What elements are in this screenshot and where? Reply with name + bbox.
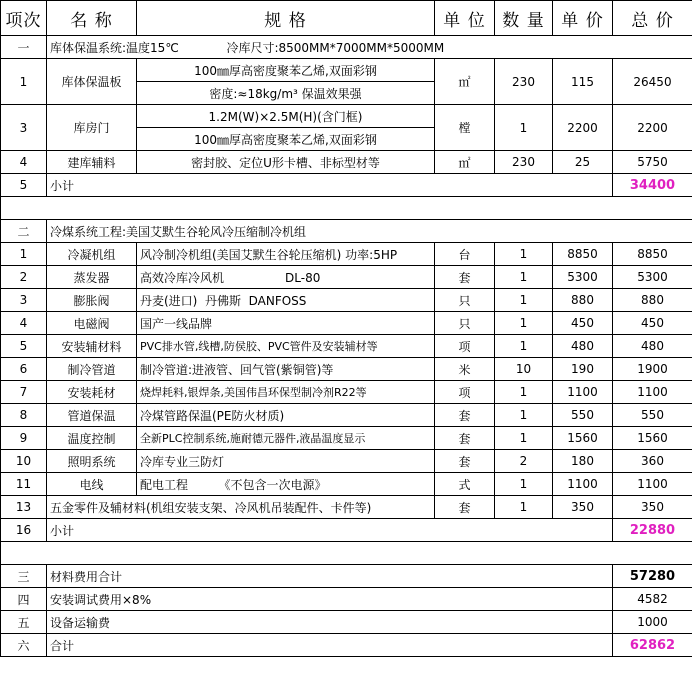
item-unit: 套 xyxy=(435,427,495,450)
item-price: 480 xyxy=(553,335,613,358)
subtotal-label: 小计 xyxy=(47,519,613,542)
summary-value: 1000 xyxy=(613,611,692,634)
item-name: 温度控制 xyxy=(47,427,137,450)
item-price: 880 xyxy=(553,289,613,312)
item-name: 蒸发器 xyxy=(47,266,137,289)
item-price: 1100 xyxy=(553,381,613,404)
row-no: 7 xyxy=(1,381,47,404)
item-price: 350 xyxy=(553,496,613,519)
summary-label: 安装调试费用×8% xyxy=(47,588,613,611)
item-name: 安装耗材 xyxy=(47,381,137,404)
table-row xyxy=(1,450,692,473)
row-no: 六 xyxy=(1,634,47,657)
item-total: 5300 xyxy=(613,266,692,289)
item-price: 2200 xyxy=(553,105,613,151)
item-qty: 230 xyxy=(495,151,553,174)
item-price: 115 xyxy=(553,59,613,105)
item-total: 26450 xyxy=(613,59,692,105)
table-row xyxy=(1,105,692,128)
subtotal-value: 34400 xyxy=(613,174,692,197)
item-unit: 项 xyxy=(435,381,495,404)
item-name: 建库辅料 xyxy=(47,151,137,174)
grand-total-value: 62862 xyxy=(613,634,692,657)
item-unit: 台 xyxy=(435,243,495,266)
item-total: 880 xyxy=(613,289,692,312)
row-no: 3 xyxy=(1,289,47,312)
row-no: 11 xyxy=(1,473,47,496)
item-unit: 只 xyxy=(435,289,495,312)
item-total: 1100 xyxy=(613,381,692,404)
item-spec: 冷库专业三防灯 xyxy=(137,450,435,473)
item-unit: 套 xyxy=(435,404,495,427)
item-qty: 1 xyxy=(495,496,553,519)
table-row xyxy=(1,59,692,82)
summary-row xyxy=(1,611,692,634)
row-no: 4 xyxy=(1,312,47,335)
item-unit: 米 xyxy=(435,358,495,381)
item-name: 安装辅材料 xyxy=(47,335,137,358)
row-no: 5 xyxy=(1,335,47,358)
item-spec: 国产一线品牌 xyxy=(137,312,435,335)
row-no: 16 xyxy=(1,519,47,542)
item-unit: 只 xyxy=(435,312,495,335)
row-no: 1 xyxy=(1,243,47,266)
item-price: 25 xyxy=(553,151,613,174)
subtotal-row xyxy=(1,519,692,542)
item-price: 450 xyxy=(553,312,613,335)
item-qty: 1 xyxy=(495,473,553,496)
item-qty: 1 xyxy=(495,266,553,289)
item-total: 1100 xyxy=(613,473,692,496)
item-qty: 1 xyxy=(495,404,553,427)
table-row xyxy=(1,312,692,335)
summary-value: 4582 xyxy=(613,588,692,611)
item-unit: ㎡ xyxy=(435,151,495,174)
table-row xyxy=(1,427,692,450)
section-title: 库体保温系统:温度15℃ xyxy=(50,40,179,55)
item-qty: 230 xyxy=(495,59,553,105)
table-row xyxy=(1,404,692,427)
item-qty: 2 xyxy=(495,450,553,473)
item-spec: 高效冷库冷风机 DL-80 xyxy=(137,266,435,289)
item-qty: 1 xyxy=(495,381,553,404)
header-item-no: 项次 xyxy=(1,1,47,36)
header-qty: 数 量 xyxy=(495,1,553,36)
row-no: 五 xyxy=(1,611,47,634)
subtotal-label: 小计 xyxy=(47,174,613,197)
blank-row xyxy=(1,197,692,220)
header-spec: 规 格 xyxy=(137,1,435,36)
table-row xyxy=(1,289,692,312)
header-row xyxy=(1,1,692,36)
table-row xyxy=(1,496,692,519)
item-total: 8850 xyxy=(613,243,692,266)
room-dimensions: 冷库尺寸:8500MM*7000MM*5000MM xyxy=(226,40,445,55)
header-name: 名 称 xyxy=(47,1,137,36)
item-spec: 全新PLC控制系统,施耐德元器件,液晶温度显示 xyxy=(137,427,435,450)
table-row xyxy=(1,243,692,266)
item-spec: 烧焊耗料,银焊条,美国伟昌环保型制冷剂R22等 xyxy=(137,381,435,404)
table-row xyxy=(1,266,692,289)
subtotal-value: 22880 xyxy=(613,519,692,542)
blank-cell xyxy=(1,542,692,565)
item-total: 350 xyxy=(613,496,692,519)
item-spec: 1.2M(W)×2.5M(H)(含门框) xyxy=(137,105,435,128)
row-no: 10 xyxy=(1,450,47,473)
table-row xyxy=(1,473,692,496)
summary-row xyxy=(1,565,692,588)
summary-label: 合计 xyxy=(47,634,613,657)
item-qty: 1 xyxy=(495,427,553,450)
item-name: 管道保温 xyxy=(47,404,137,427)
section-header-row xyxy=(1,220,692,243)
item-name: 制冷管道 xyxy=(47,358,137,381)
section-title: 冷煤系统工程:美国艾默生谷轮风冷压缩制冷机组 xyxy=(47,220,692,243)
item-qty: 10 xyxy=(495,358,553,381)
header-unit: 单 位 xyxy=(435,1,495,36)
item-price: 550 xyxy=(553,404,613,427)
item-qty: 1 xyxy=(495,312,553,335)
row-no: 三 xyxy=(1,565,47,588)
summary-label: 设备运输费 xyxy=(47,611,613,634)
item-unit: 项 xyxy=(435,335,495,358)
item-total: 1560 xyxy=(613,427,692,450)
table-row xyxy=(1,151,692,174)
row-no: 1 xyxy=(1,59,47,105)
item-name: 冷凝机组 xyxy=(47,243,137,266)
item-price: 1100 xyxy=(553,473,613,496)
item-spec: 冷煤管路保温(PE防火材质) xyxy=(137,404,435,427)
item-total: 550 xyxy=(613,404,692,427)
item-qty: 1 xyxy=(495,243,553,266)
row-no: 5 xyxy=(1,174,47,197)
item-name: 电线 xyxy=(47,473,137,496)
item-unit: 樘 xyxy=(435,105,495,151)
item-price: 190 xyxy=(553,358,613,381)
header-price: 单 价 xyxy=(553,1,613,36)
item-total: 1900 xyxy=(613,358,692,381)
item-name: 电磁阀 xyxy=(47,312,137,335)
item-unit: ㎡ xyxy=(435,59,495,105)
item-spec: 配电工程 《不包含一次电源》 xyxy=(137,473,435,496)
item-spec: 密封胶、定位U形卡槽、非标型材等 xyxy=(137,151,435,174)
row-no: 2 xyxy=(1,266,47,289)
item-qty: 1 xyxy=(495,289,553,312)
header-total: 总 价 xyxy=(613,1,692,36)
item-spec: 丹麦(进口) 丹佛斯 DANFOSS xyxy=(137,289,435,312)
item-total: 480 xyxy=(613,335,692,358)
section-header-row xyxy=(1,36,692,59)
item-name: 库体保温板 xyxy=(47,59,137,105)
table-row xyxy=(1,335,692,358)
blank-row xyxy=(1,542,692,565)
summary-value: 57280 xyxy=(613,565,692,588)
item-total: 5750 xyxy=(613,151,692,174)
item-name: 照明系统 xyxy=(47,450,137,473)
row-no: 9 xyxy=(1,427,47,450)
item-total: 360 xyxy=(613,450,692,473)
table-row xyxy=(1,381,692,404)
item-spec: 100㎜厚高密度聚苯乙烯,双面彩钢 xyxy=(137,59,435,82)
section-no: 一 xyxy=(1,36,47,59)
row-no: 4 xyxy=(1,151,47,174)
item-price: 8850 xyxy=(553,243,613,266)
item-spec: 制冷管道:进液管、回气管(紫铜管)等 xyxy=(137,358,435,381)
item-price: 180 xyxy=(553,450,613,473)
summary-label: 材料费用合计 xyxy=(47,565,613,588)
row-no: 8 xyxy=(1,404,47,427)
item-qty: 1 xyxy=(495,105,553,151)
section-no: 二 xyxy=(1,220,47,243)
row-no: 四 xyxy=(1,588,47,611)
subtotal-row xyxy=(1,174,692,197)
item-price: 1560 xyxy=(553,427,613,450)
item-unit: 套 xyxy=(435,496,495,519)
item-description: 五金零件及辅材料(机组安装支架、冷风机吊装配件、卡件等) xyxy=(47,496,435,519)
row-no: 3 xyxy=(1,105,47,151)
section-title-cell xyxy=(47,36,692,59)
item-name: 库房门 xyxy=(47,105,137,151)
item-qty: 1 xyxy=(495,335,553,358)
table-row xyxy=(1,358,692,381)
item-spec: 100㎜厚高密度聚苯乙烯,双面彩钢 xyxy=(137,128,435,151)
row-no: 13 xyxy=(1,496,47,519)
blank-cell xyxy=(1,197,692,220)
item-unit: 套 xyxy=(435,266,495,289)
item-spec: 密度:≈18kg/m³ 保温效果强 xyxy=(137,82,435,105)
item-spec: PVC排水管,线槽,防侯胶、PVC管件及安装辅材等 xyxy=(137,335,435,358)
item-unit: 套 xyxy=(435,450,495,473)
item-total: 2200 xyxy=(613,105,692,151)
item-unit: 式 xyxy=(435,473,495,496)
summary-row xyxy=(1,634,692,657)
summary-row xyxy=(1,588,692,611)
item-spec: 风冷制冷机组(美国艾默生谷轮压缩机) 功率:5HP xyxy=(137,243,435,266)
item-price: 5300 xyxy=(553,266,613,289)
item-total: 450 xyxy=(613,312,692,335)
row-no: 6 xyxy=(1,358,47,381)
item-name: 膨胀阀 xyxy=(47,289,137,312)
